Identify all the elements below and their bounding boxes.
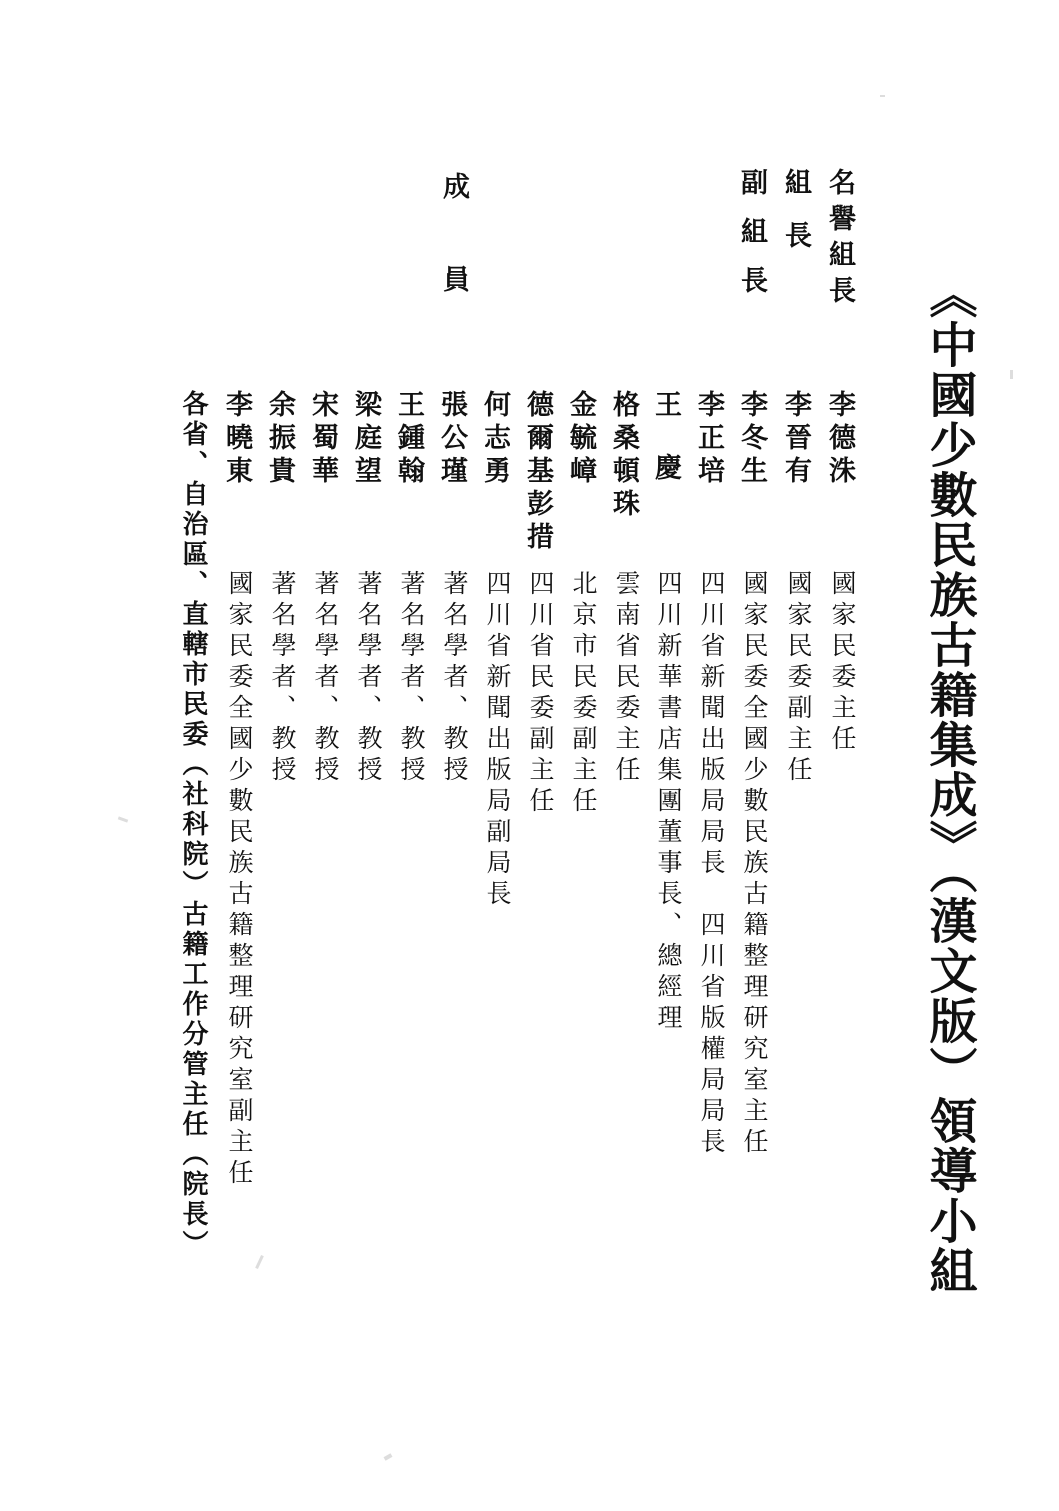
role-honorary-leader: 名譽組長 xyxy=(824,168,855,312)
person-position: 國家民委副主任 xyxy=(784,570,813,787)
role-leader: 組長 xyxy=(780,168,811,274)
person-position: 著名學者、教授 xyxy=(397,570,426,787)
person-position: 四川省民委副主任 xyxy=(526,570,555,818)
scan-speck xyxy=(1010,370,1013,379)
person-name: 宋蜀華 xyxy=(307,390,338,489)
person-name: 金毓嶂 xyxy=(565,390,596,489)
role-deputy-leader: 副組長 xyxy=(736,168,767,315)
person-position: 國家民委全國少數民族古籍整理研究室主任 xyxy=(740,570,769,1159)
person-name: 何志勇 xyxy=(479,390,510,489)
person-position: 北京市民委副主任 xyxy=(569,570,598,818)
person-position: 著名學者、教授 xyxy=(440,570,469,787)
person-name: 格桑頓珠 xyxy=(608,390,639,522)
scan-speck xyxy=(255,1255,264,1269)
person-name: 王慶 xyxy=(650,390,681,516)
person-name: 王鍾翰 xyxy=(393,390,424,489)
person-name: 梁庭望 xyxy=(350,390,381,489)
page-title: 《中國少數民族古籍集成》（漢文版）領導小組 xyxy=(921,270,977,1296)
provincial-officials-line: 各省、自治區、直轄市民委（社科院）古籍工作分管主任（院長） xyxy=(178,390,208,1260)
person-name: 余振貴 xyxy=(264,390,295,489)
person-position: 國家民委全國少數民族古籍整理研究室副主任 xyxy=(225,570,254,1190)
person-position: 四川省新聞出版局局長 四川省版權局局長 xyxy=(697,570,726,1159)
person-name: 德爾基彭措 xyxy=(522,390,553,555)
scan-speck xyxy=(384,1453,393,1460)
person-name: 李曉東 xyxy=(221,390,252,489)
person-position: 雲南省民委主任 xyxy=(612,570,641,787)
person-position: 國家民委主任 xyxy=(828,570,857,756)
person-name: 李正培 xyxy=(693,390,724,489)
person-name: 張公瑾 xyxy=(436,390,467,489)
person-position: 著名學者、教授 xyxy=(268,570,297,787)
person-position: 四川省新聞出版局副局長 xyxy=(483,570,512,911)
person-name: 李德洙 xyxy=(824,390,855,489)
scan-speck xyxy=(118,816,128,822)
person-position: 著名學者、教授 xyxy=(354,570,383,787)
person-position: 四川新華書店集團董事長、總經理 xyxy=(654,570,683,1035)
role-members: 成員 xyxy=(438,172,469,358)
person-name: 李晉有 xyxy=(780,390,811,489)
scan-speck xyxy=(880,95,885,97)
person-name: 李冬生 xyxy=(736,390,767,489)
person-position: 著名學者、教授 xyxy=(311,570,340,787)
